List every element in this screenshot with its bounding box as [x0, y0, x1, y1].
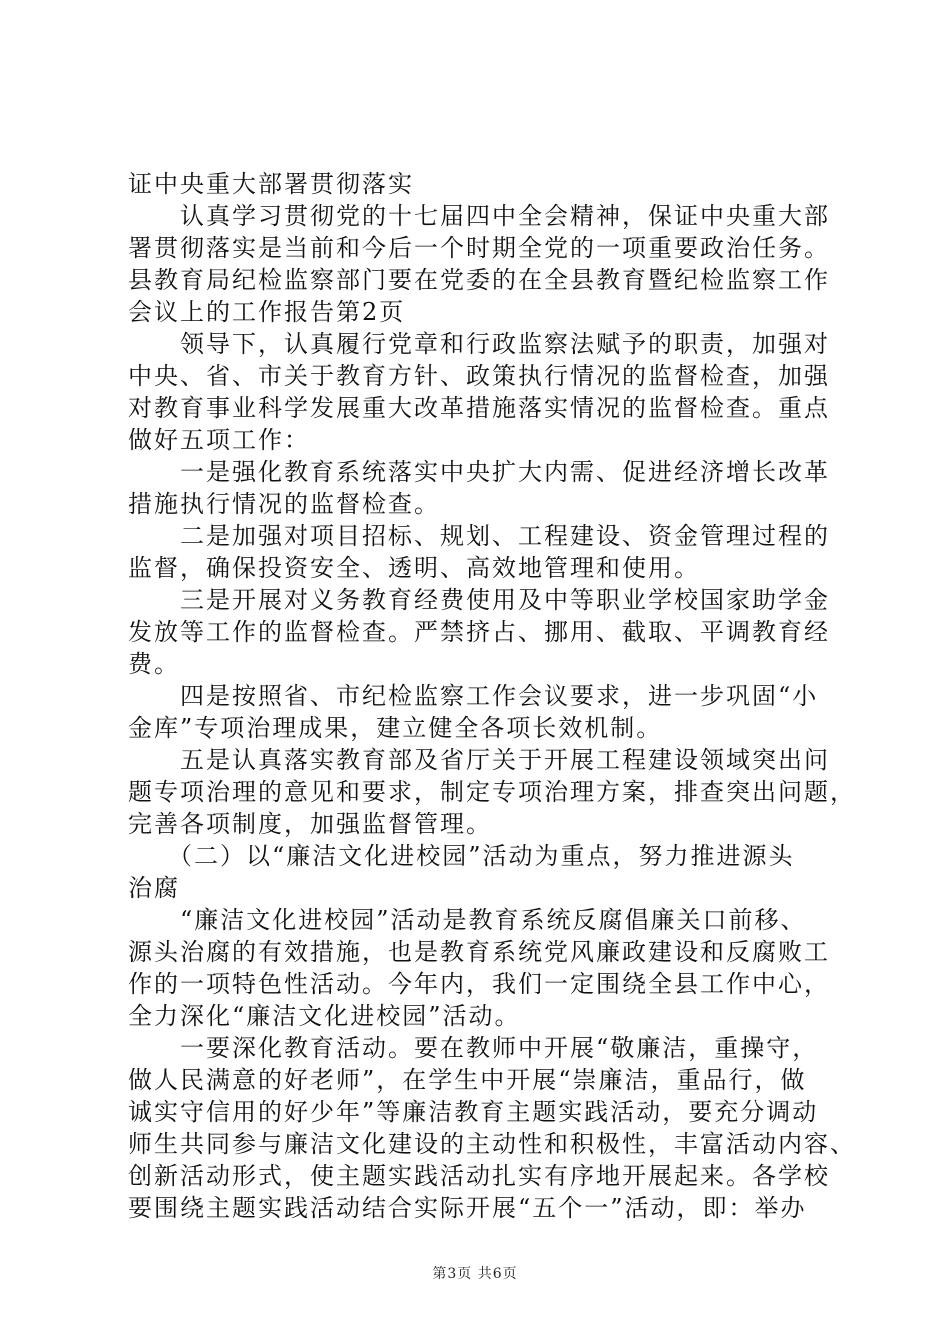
text-line: 发放等工作的监督检查。严禁挤占、挪用、截取、平调教育经: [128, 618, 830, 646]
text-line: 会议上的工作报告第2页: [128, 298, 406, 326]
text-line: 对教育事业科学发展重大改革措施落实情况的监督检查。重点: [128, 394, 830, 422]
text-line: 措施执行情况的监督检查。: [128, 490, 440, 518]
text-line: 一要深化教育活动。要在教师中开展“敬廉洁，重操守，: [128, 1034, 819, 1062]
text-line: 监督，确保投资安全、透明、高效地管理和使用。: [128, 554, 700, 582]
text-line: 创新活动形式，使主题实践活动扎实有序地开展起来。各学校: [128, 1162, 830, 1190]
text-line: 完善各项制度，加强监督管理。: [128, 810, 492, 838]
text-line: 三是开展对义务教育经费使用及中等职业学校国家助学金: [128, 586, 830, 614]
text-line: 做好五项工作：: [128, 426, 310, 454]
text-line: 中央、省、市关于教育方针、政策执行情况的监督检查，加强: [128, 362, 830, 390]
document-body: [128, 168, 856, 1224]
text-line: 金库”专项治理成果，建立健全各项长效机制。: [128, 714, 663, 742]
text-line: 二是加强对项目招标、规划、工程建设、资金管理过程的: [128, 522, 830, 550]
text-line: 要围绕主题实践活动结合实际开展“五个一”活动，即：举办: [128, 1194, 807, 1222]
text-line: 证中央重大部署贯彻落实: [128, 170, 414, 198]
text-line: 五是认真落实教育部及省厅关于开展工程建设领域突出问: [128, 746, 830, 774]
text-line: “廉洁文化进校园”活动是教育系统反腐倡廉关口前移、: [128, 906, 807, 934]
text-line: 领导下，认真履行党章和行政监察法赋予的职责，加强对: [128, 330, 830, 358]
text-line: 题专项治理的意见和要求，制定专项治理方案，排查突出问题，: [128, 778, 856, 806]
text-line: 四是按照省、市纪检监察工作会议要求，进一步巩固“小: [128, 682, 819, 710]
text-line: 一是强化教育系统落实中央扩大内需、促进经济增长改革: [128, 458, 830, 486]
page-footer: 第3页 共6页: [432, 1266, 518, 1282]
text-line: 师生共同参与廉洁文化建设的主动性和积极性，丰富活动内容、: [128, 1130, 856, 1158]
text-line: （二）以“廉洁文化进校园”活动为重点，努力推进源头: [128, 842, 795, 870]
text-line: 认真学习贯彻党的十七届四中全会精神，保证中央重大部: [128, 202, 830, 230]
text-line: 治腐: [128, 874, 180, 902]
text-line: 全力深化“廉洁文化进校园”活动。: [128, 1002, 521, 1030]
text-line: 诚实守信用的好少年”等廉洁教育主题实践活动，要充分调动: [128, 1098, 819, 1126]
text-line: 费。: [128, 650, 180, 678]
text-line: 县教育局纪检监察部门要在党委的在全县教育暨纪检监察工作: [128, 266, 830, 294]
text-line: 署贯彻落实是当前和今后一个时期全党的一项重要政治任务。: [128, 234, 830, 262]
text-line: 作的一项特色性活动。今年内，我们一定围绕全县工作中心，: [128, 970, 830, 998]
text-line: 做人民满意的好老师”，在学生中开展“崇廉洁，重品行，做: [128, 1066, 807, 1094]
text-line: 源头治腐的有效措施，也是教育系统党风廉政建设和反腐败工: [128, 938, 830, 966]
